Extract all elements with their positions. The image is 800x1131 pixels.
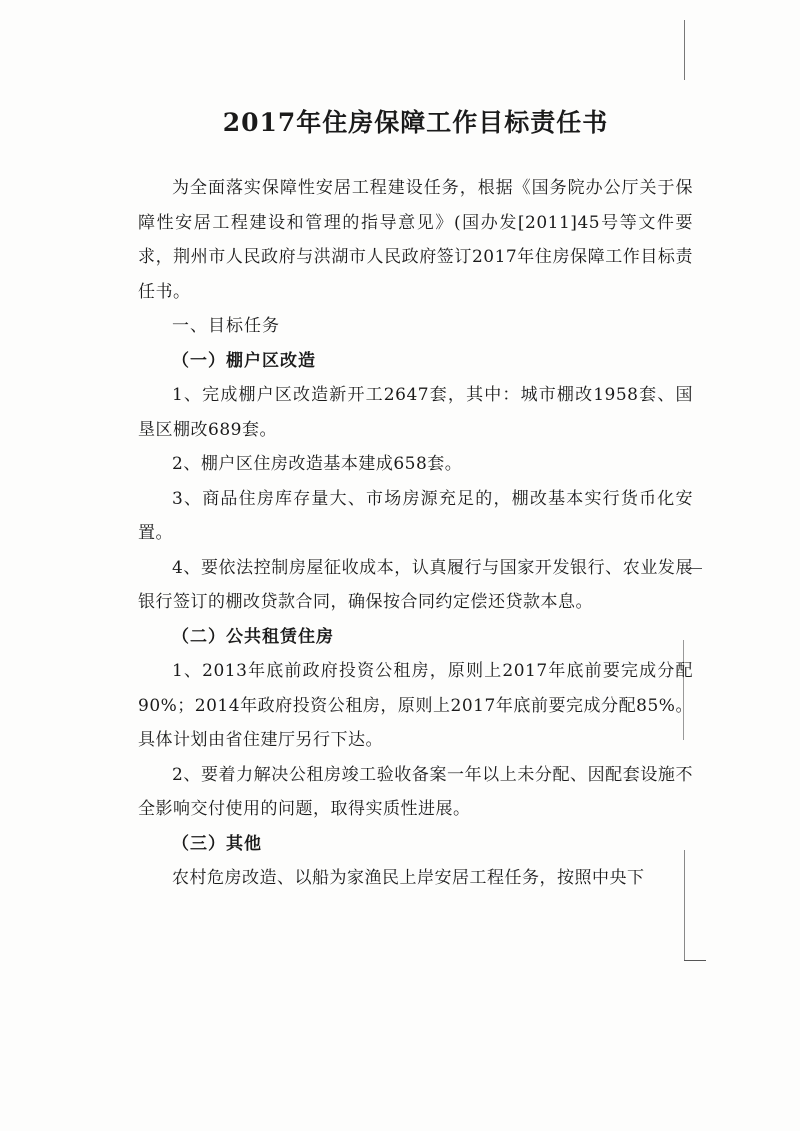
document-body xyxy=(138,105,693,896)
scan-edge-line xyxy=(684,20,685,80)
list-item: 农村危房改造、以船为家渔民上岸安居工程任务，按照中央下 xyxy=(172,868,645,888)
intro-paragraph: 为全面落实保障性安居工程建设任务，根据《国务院办公厅关于保障性安居工程建设和管理的指导意见》(国办发[2011]45号等文件要求，荆州市人民政府与洪湖市人民政府签订2017年住房保障工作目标责任书。 xyxy=(138,178,693,302)
scan-edge-tick xyxy=(684,960,706,961)
list-item: 1、完成棚户区改造新开工2647套，其中：城市棚改1958套、国垦区棚改689套。 xyxy=(138,385,693,440)
list-item: 2、要着力解决公租房竣工验收备案一年以上未分配、因配套设施不全影响交付使用的问题，取得实质性进展。 xyxy=(138,764,693,819)
list-item: 4、要依法控制房屋征收成本，认真履行与国家开发银行、农业发展银行签订的棚改贷款合同，确保按合同约定偿还贷款本息。 xyxy=(138,557,693,612)
list-item: 3、商品住房库存量大、市场房源充足的，棚改基本实行货币化安置。 xyxy=(138,488,693,543)
section-heading: 一、目标任务 xyxy=(172,316,280,336)
document-title: 2017年住房保障工作目标责任书 xyxy=(222,108,609,137)
subsection-heading: （二）公共租赁住房 xyxy=(172,626,334,647)
list-item: 1、2013年底前政府投资公租房，原则上2017年底前要完成分配90%；2014年政府投资公租房，原则上2017年底前要完成分配85%。具体计划由省住建厅另行下达。 xyxy=(138,661,693,750)
subsection-heading: （三）其他 xyxy=(172,833,262,854)
list-item: 2、棚户区住房改造基本建成658套。 xyxy=(172,454,463,474)
subsection-heading: （一）棚户区改造 xyxy=(172,350,316,371)
